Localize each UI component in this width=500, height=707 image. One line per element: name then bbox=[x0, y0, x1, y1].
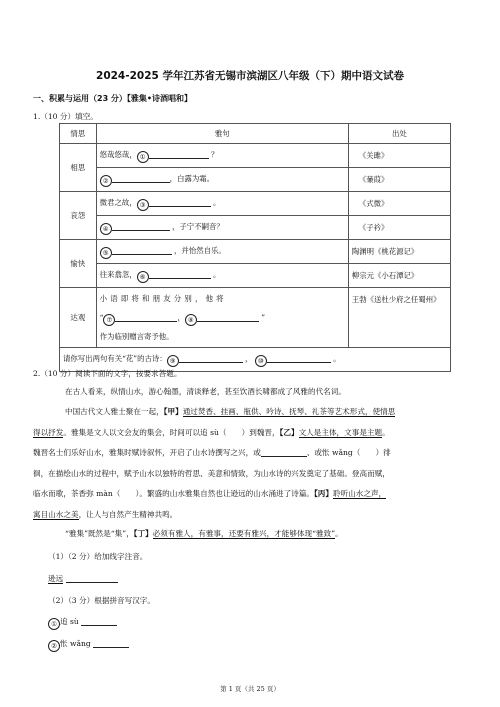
answer-blank-3[interactable] bbox=[149, 198, 211, 207]
question-2-label: 2.（10 分）阅读下面的文字，按要求答题。 bbox=[33, 369, 182, 378]
verse-text: ，并怡然自乐。 bbox=[174, 245, 226, 255]
passage-text: 临水而歌，茶香弥 màn（ ）。繁盛的山水雅集自然也让逊远的山水涌进了诗篇。 bbox=[33, 489, 315, 498]
emotion-cell: 相思 bbox=[60, 144, 97, 192]
verse-cell bbox=[96, 192, 348, 216]
verse-cell bbox=[96, 216, 348, 240]
answer-blank-9[interactable] bbox=[179, 354, 243, 363]
verse-text: 。 bbox=[212, 269, 221, 279]
emotion-cell: 达观 bbox=[60, 288, 97, 348]
quote-mark: ” bbox=[261, 313, 265, 322]
emotion-cell: 愉快 bbox=[60, 240, 97, 288]
marker-jia: 【甲】 bbox=[163, 407, 183, 416]
sub-question-2-item-a bbox=[48, 616, 117, 630]
page-footer: 第 1 页（共 25 页） bbox=[220, 685, 280, 693]
passage-blank[interactable] bbox=[261, 448, 307, 457]
blank-number: ③ bbox=[137, 199, 149, 211]
header-source: 出处 bbox=[348, 124, 450, 144]
passage-text: “雅集”既然是“集”， bbox=[65, 529, 134, 538]
sub-question-1-item bbox=[48, 573, 118, 584]
underlined-sentence-bing: 聆听山水之声， bbox=[333, 489, 387, 498]
blank-number: ⑨ bbox=[167, 355, 179, 367]
passage-paragraph-1: 在古人看来，纵情山水，游心翰墨，清谈释老，甚至饮酒长啸都成了风雅的代名词。 bbox=[65, 387, 346, 396]
source-cell: 《子衿》 bbox=[348, 216, 450, 240]
header-verse: 雅句 bbox=[96, 124, 348, 144]
verse-text: 往来翕忽， bbox=[99, 269, 137, 279]
source-cell: 《关雎》 bbox=[348, 144, 450, 168]
answer-blank-2[interactable] bbox=[112, 174, 170, 183]
item-number: ② bbox=[48, 640, 60, 652]
answer-blank-1[interactable] bbox=[149, 150, 209, 159]
passage-paragraph-2 bbox=[33, 402, 465, 525]
verse-cell bbox=[96, 144, 348, 168]
prompt-text: 请你写出两句有关“花”的古诗： bbox=[63, 353, 167, 363]
answer-blank-char-b[interactable] bbox=[93, 639, 129, 648]
source-cell: 陶渊明《桃花源记》 bbox=[348, 240, 450, 264]
verse-cell bbox=[96, 288, 348, 348]
emotion-cell: 哀怨 bbox=[60, 192, 97, 240]
verse-text: 小语即将和朋友分别，他将 bbox=[99, 294, 227, 303]
sub-question-2: （2）（3 分）根据拼音写汉字。 bbox=[48, 596, 155, 605]
blank-number: ① bbox=[137, 151, 149, 163]
underlined-sentence-bing: 寓目山水之美 bbox=[33, 509, 79, 519]
verse-text: 微君之故， bbox=[99, 197, 137, 207]
answer-blank-char-a[interactable] bbox=[81, 617, 117, 626]
pinyin-prompt: 追 sù bbox=[60, 617, 79, 626]
verse-text: ，子宁不嗣音？ bbox=[172, 221, 224, 231]
marker-yi: 【乙】 bbox=[279, 427, 299, 437]
passage-text: ，让人与自然产生精神共鸣。 bbox=[78, 509, 178, 519]
section-heading: 一、积累与运用（23 分）【雅集•诗酒唱和】 bbox=[33, 94, 193, 103]
marker-bing: 【丙】 bbox=[314, 489, 333, 498]
page-title: 2024-2025 学年江苏省无锡市滨湖区八年级（下）期中语文试卷 bbox=[96, 70, 404, 82]
item-number: ① bbox=[48, 618, 60, 630]
underlined-sentence-jia: 通过焚香、挂画、瓶供、吟诗、抚琴、礼茶等艺术形式，使情思 bbox=[182, 407, 396, 416]
blank-number: ⑥ bbox=[137, 271, 149, 283]
verse-text: ，白露为霜。 bbox=[169, 173, 215, 183]
answer-blank-6[interactable] bbox=[149, 270, 211, 279]
sub-question-1: （1）（2 分）给加线字注音。 bbox=[48, 552, 148, 561]
verse-cell bbox=[96, 168, 348, 192]
blank-number: ⑦ bbox=[103, 314, 115, 326]
header-emotion: 情思 bbox=[60, 124, 97, 144]
verse-cell bbox=[96, 240, 348, 264]
passage-text: 。 bbox=[382, 427, 390, 437]
source-cell: 《式微》 bbox=[348, 192, 450, 216]
comma: ， bbox=[177, 313, 185, 322]
period: 。 bbox=[333, 353, 341, 363]
blank-number: ⑩ bbox=[255, 355, 267, 367]
blank-number: ⑤ bbox=[100, 247, 112, 259]
answer-blank-8[interactable] bbox=[197, 313, 259, 322]
underlined-sentence-yi: 文人是主体，文事是主题 bbox=[298, 427, 383, 437]
question-1-label: 1.（10 分）填空。 bbox=[33, 112, 98, 121]
verse-text: 悠哉悠哉， bbox=[99, 149, 137, 159]
passage-text: 、或怅 wǎng（ ）徘 bbox=[306, 448, 391, 457]
source-cell: 《蒹葭》 bbox=[348, 168, 450, 192]
passage-text: 中国古代文人雅士聚在一起， bbox=[65, 407, 164, 416]
fill-in-table bbox=[59, 123, 451, 372]
blank-number: ② bbox=[100, 175, 112, 187]
answer-blank-7[interactable] bbox=[115, 313, 177, 322]
target-word: 逊远 bbox=[48, 574, 64, 583]
underlined-sentence-jia: 得以抒发 bbox=[33, 427, 64, 437]
answer-blank-10[interactable] bbox=[267, 354, 331, 363]
blank-number: ④ bbox=[100, 223, 112, 235]
passage-paragraph-3 bbox=[33, 524, 465, 545]
verse-blank-line bbox=[100, 308, 345, 327]
marker-ding: 【丁】 bbox=[133, 529, 153, 538]
comma: ， bbox=[245, 353, 253, 363]
verse-text: ？ bbox=[210, 149, 219, 159]
source-cell: 柳宗元《小石潭记》 bbox=[348, 264, 450, 288]
answer-blank-5[interactable] bbox=[112, 246, 172, 255]
verse-text: 作为临别赠言寄予他。 bbox=[99, 332, 174, 341]
passage-text: 。 bbox=[335, 529, 343, 538]
verse-text: 。 bbox=[212, 197, 221, 207]
passage-text: 徊，在描绘山水的过程中，赋予山水以独特的哲思、美意和情致，为山水诗的兴发奠定了基础。登高而赋， bbox=[33, 468, 390, 478]
answer-blank-pinyin[interactable] bbox=[66, 574, 118, 583]
answer-blank-4[interactable] bbox=[112, 222, 170, 231]
pinyin-prompt: 怅 wǎng bbox=[60, 639, 91, 648]
blank-number: ⑧ bbox=[185, 314, 197, 326]
passage-text: 魏晋名士们乐好山水，雅集时赋诗叙怀，开启了山水诗撰写之兴，或 bbox=[33, 448, 261, 457]
underlined-sentence-ding: 必须有雅人，有雅事，还要有雅兴，才能够体现“雅致” bbox=[152, 529, 336, 538]
sub-question-2-item-b bbox=[48, 638, 129, 652]
verse-cell bbox=[96, 264, 348, 288]
passage-text: 。雅集是文人以文会友的集会，时间可以追 sù（ ）到魏晋， bbox=[63, 427, 280, 437]
quote-mark: “ bbox=[99, 313, 104, 322]
source-cell: 王勃《送杜少府之任蜀州》 bbox=[348, 288, 450, 348]
